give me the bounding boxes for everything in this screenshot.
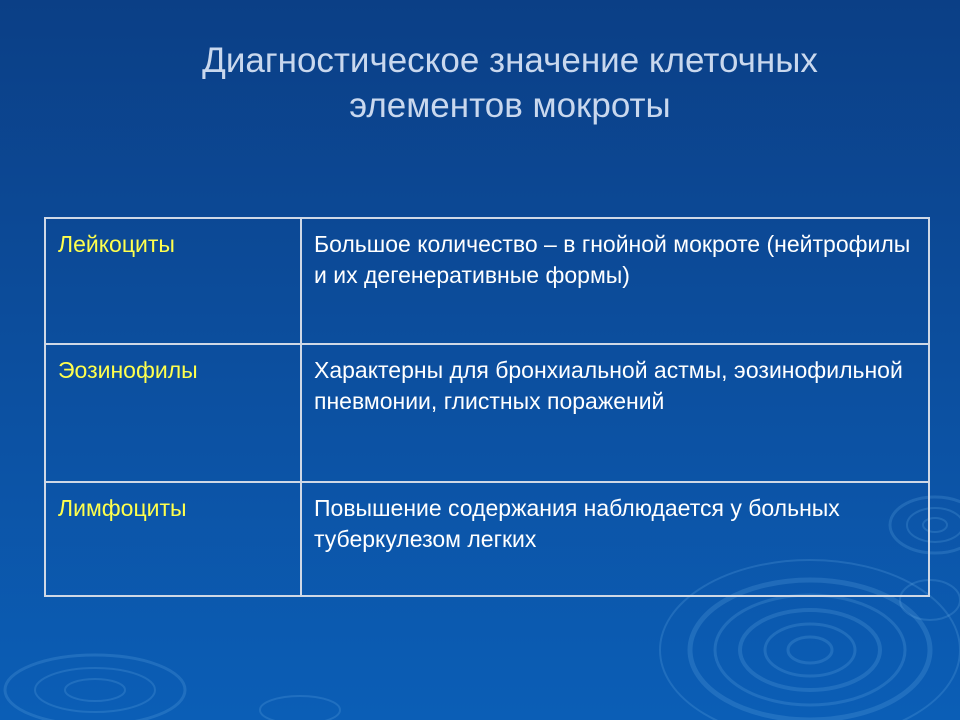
slide-title xyxy=(80,38,940,128)
row-description-cell: Характерны для бронхиальной астмы, эозинофильной пневмонии, глистных поражений xyxy=(301,344,929,482)
title-line-2: элементов мокроты xyxy=(349,86,671,125)
table-row xyxy=(45,344,929,482)
row-term-cell: Лимфоциты xyxy=(45,482,301,596)
row-term-cell: Эозинофилы xyxy=(45,344,301,482)
cell-elements-table xyxy=(44,217,930,597)
cell-table-container xyxy=(44,217,930,597)
row-term-cell: Лейкоциты xyxy=(45,218,301,344)
row-description-cell: Большое количество – в гнойной мокроте (нейтрофилы и их дегенеративные формы) xyxy=(301,218,929,344)
table-row xyxy=(45,218,929,344)
title-line-1: Диагностическое значение клеточных xyxy=(202,41,818,80)
row-description-cell: Повышение содержания наблюдается у больных туберкулезом легких xyxy=(301,482,929,596)
table-row xyxy=(45,482,929,596)
